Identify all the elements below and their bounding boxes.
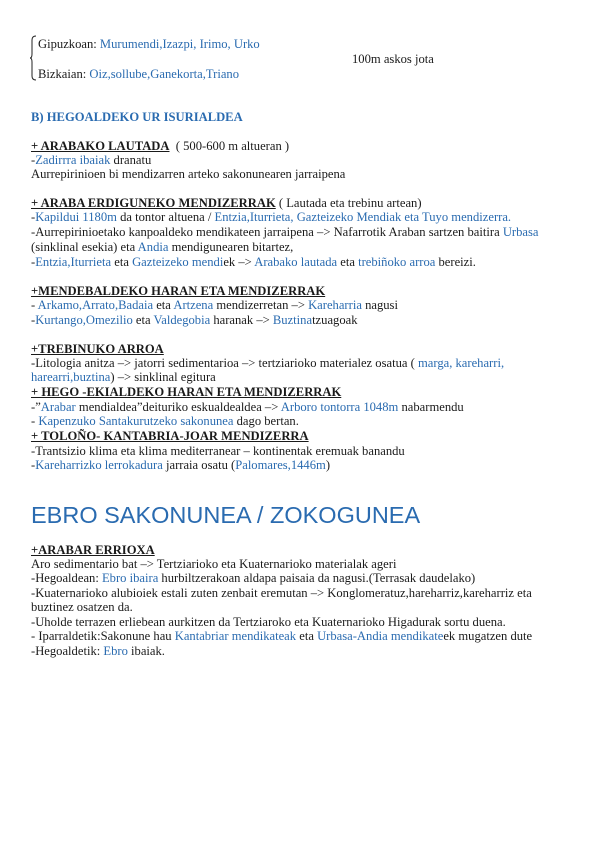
altitude-note: ( 500-600 m altueran ) <box>175 139 290 153</box>
tolono-line-1: -Trantsizio klima eta klima mediterranear – kontinentak eremuak banandu <box>31 444 405 458</box>
trebinu-line-2: harearri,buztina) –> sinklinal egitura <box>31 370 216 384</box>
errioxa-line-2: -Hegoaldean: Ebro ibaira hurbiltzerakoan aldapa paisaia da nagusi.(Terrasak daudelako) <box>31 571 476 585</box>
hego-ekialdeko-heading: + HEGO -EKIALDEKO HARAN ETA MENDIZERRAK <box>31 385 342 399</box>
height-note: 100m askos jota <box>352 52 434 66</box>
gipuzkoa-line <box>38 37 260 52</box>
errioxa-line-1: Aro sedimentario bat –> Tertziarioko eta Kuaternarioko materialak ageri <box>31 557 397 571</box>
brace-bracket <box>30 35 36 81</box>
mendebaldeko-line-1: - Arkamo,Arrato,Badaia eta Artzena mendizerretan –> Kareharria nagusi <box>31 298 398 312</box>
trebinu-heading: +TREBINUKO ARROA <box>31 342 164 356</box>
trebinu-line-1: -Litologia anitza –> jatorri sedimentarioa –> tertziarioko materialez osatua ( marga, kareharri, <box>31 356 505 370</box>
errioxa-line-6: - Iparraldetik:Sakonune hau Kantabriar mendikateak eta Urbasa-Andia mendikateek mugatzen dute <box>31 629 533 643</box>
gipuzkoa-label: Gipuzkoan: <box>38 37 100 51</box>
mendebaldeko-line-2: -Kurtango,Omezilio eta Valdegobia haranak –> Buztinatzuagoak <box>31 313 358 327</box>
erdigune-line-1: -Kapildui 1180m da tontor altuena / Entzia,Iturrieta, Gazteizeko Mendiak eta Tuyo mendizerra. <box>31 210 512 224</box>
zadorra-river: Zadirrra ibaiak <box>35 153 111 167</box>
hego-ekialdeko-line-2: - Kapenzuko Santakurutzeko sakonunea dago bertan. <box>31 414 299 428</box>
gipuzkoa-peaks: Murumendi,Izazpi, Irimo, Urko <box>99 37 260 51</box>
bizkaia-line <box>38 67 239 82</box>
hego-ekialdeko-line-1: -”Arabar mendialdea”deituriko eskualdealdea –> Arboro tontorra 1048m nabarmendu <box>31 400 464 414</box>
errioxa-line-4: buztinez osatzen da. <box>31 600 133 614</box>
erdigune-heading: + ARABA ERDIGUNEKO MENDIZERRAK <box>31 196 276 210</box>
erdigune-heading-line: + ARABA ERDIGUNEKO MENDIZERRAK ( Lautada eta trebinu artean) <box>31 196 422 210</box>
tolono-line-2: -Kareharrizko lerrokadura jarraia osatu (Palomares,1446m) <box>31 458 331 472</box>
arabako-lautada-line-2: Aurrepirinioen bi mendizarren arteko sakonunearen jarraipena <box>31 167 346 181</box>
bizkaia-label: Bizkaian: <box>38 67 90 81</box>
erdigune-line-4: -Entzia,Iturrieta eta Gazteizeko mendiek –> Arabako lautada eta trebiñoko arroa bereizi. <box>31 255 476 269</box>
errioxa-line-5: -Uholde terrazen erliebean aurkitzen da Tertziaroko eta Kuaternarioko Higadurak sortu duena. <box>31 615 506 629</box>
arabako-lautada-line-1: -Zadirrra ibaiak dranatu <box>31 153 152 167</box>
section-b-heading: B) HEGOALDEKO UR ISURIALDEA <box>31 110 243 124</box>
arabako-lautada-heading: + ARABAKO LAUTADA <box>31 139 170 153</box>
arabar-errioxa-heading: +ARABAR ERRIOXA <box>31 543 155 557</box>
errioxa-line-3: -Kuaternarioko alubioiek estali zuten zenbait eremutan –> Konglomeratuz,hareharriz,kareharriz eta <box>31 586 532 600</box>
erdigune-line-3: (sinklinal esekia) eta Andia mendigunearen bitartez, <box>31 240 294 254</box>
erdigune-line-2: -Aurrepirinioetako kanpoaldeko mendikateen jarraipena –> Nafarrotik Araban sartzen baitira Urbasa <box>31 225 539 239</box>
bizkaia-peaks: Oiz,sollube,Ganekorta,Triano <box>89 67 240 81</box>
tolono-heading: + TOLOÑO- KANTABRIA-JOAR MENDIZERRA <box>31 429 309 443</box>
mendebaldeko-heading: +MENDEBALDEKO HARAN ETA MENDIZERRAK <box>31 284 326 298</box>
arabako-lautada-heading-line <box>31 139 289 154</box>
ebro-title: EBRO SAKONUNEA / ZOKOGUNEA <box>31 502 421 528</box>
errioxa-line-7: -Hegoaldetik: Ebro ibaiak. <box>31 644 165 658</box>
